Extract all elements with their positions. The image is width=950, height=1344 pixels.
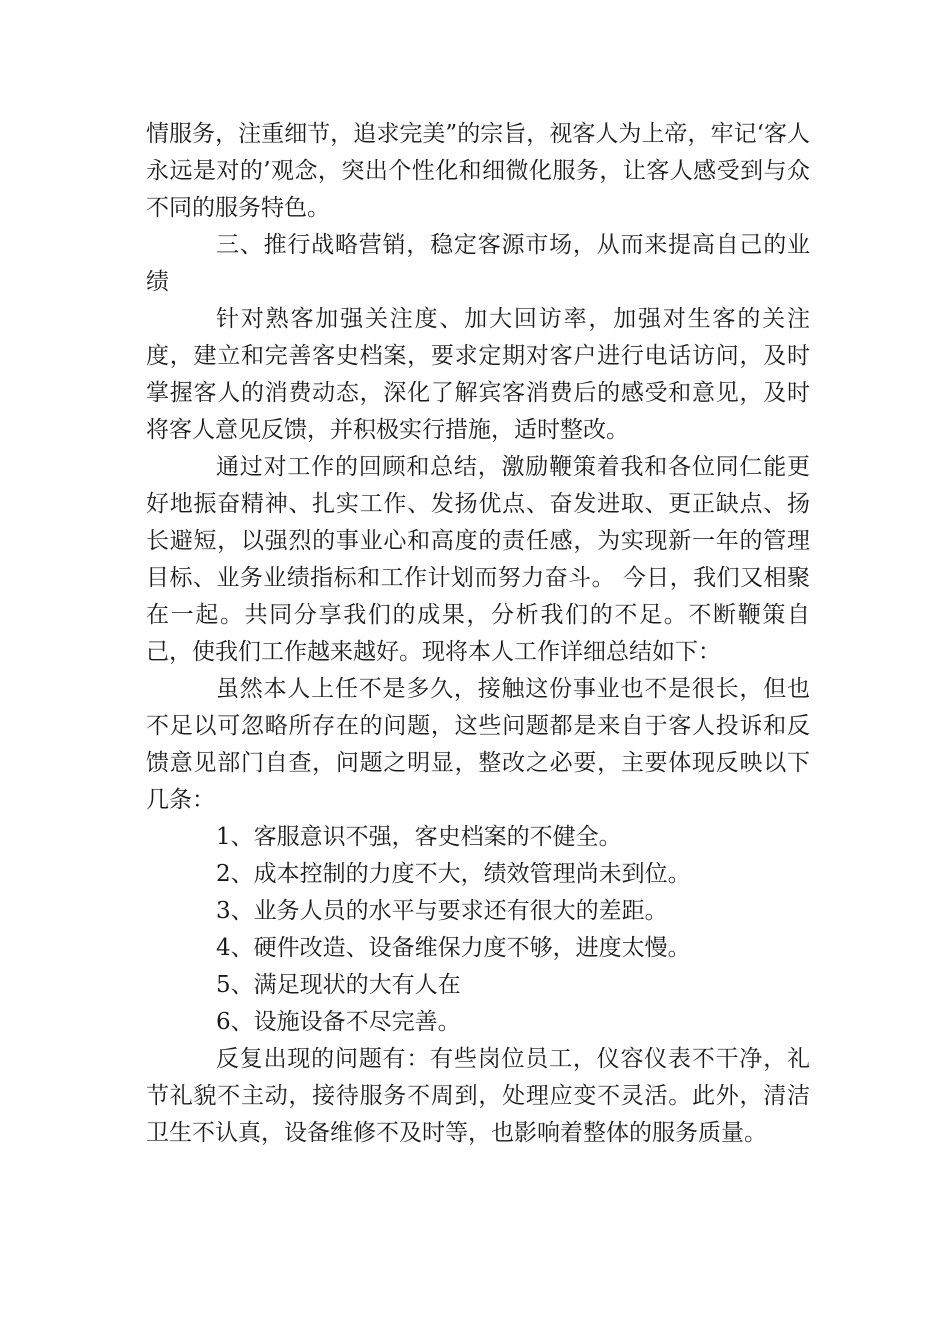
list-item-problem-5: 5、满足现状的大有人在 bbox=[216, 972, 461, 998]
list-item-problem-4: 4、硬件改造、设备维保力度不够，进度太慢。 bbox=[216, 935, 691, 961]
list-item-problem-6: 6、设施设备不尽完善。 bbox=[216, 1009, 461, 1035]
paragraph-review-summary: 通过对工作的回顾和总结，激励鞭策着我和各位同仁能更好地振奋精神、扎实工作、发扬优点、奋发进取、更正缺点、扬长避短，以强烈的事业心和高度的责任感，为实现新一年的管理目标、业务业绩指标和工作计划而努力奋斗。 今日，我们又相聚在一起。共同分享我们的成果，分析我们的不足。不断鞭策自己，使我们工作越来越好。现将本人工作详细总结如下： bbox=[146, 454, 810, 665]
section-heading-marketing: 三、推行战略营销，稳定客源市场，从而来提高自己的业绩 bbox=[146, 232, 810, 295]
list-item-problem-1: 1、客服意识不强，客史档案的不健全。 bbox=[216, 824, 622, 850]
paragraph-service-purpose: 情服务，注重细节，追求完美”的宗旨，视客人为上帝，牢记‘客人永远是对的’观念，突出个性化和细微化服务，让客人感受到与众不同的服务特色。 bbox=[146, 121, 810, 221]
paragraph-customer-followup: 针对熟客加强关注度、加大回访率，加强对生客的关注度，建立和完善客史档案，要求定期对客户进行电话访问，及时掌握客人的消费动态，深化了解宾客消费后的感受和意见，及时将客人意见反馈，并积极实行措施，适时整改。 bbox=[146, 306, 810, 443]
paragraph-problems-intro: 虽然本人上任不是多久，接触这份事业也不是很长，但也不足以可忽略所存在的问题，这些问题都是来自于客人投诉和反馈意见部门自查，问题之明显，整改之必要，主要体现反映以下几条： bbox=[146, 676, 810, 813]
list-item-problem-2: 2、成本控制的力度不大，绩效管理尚未到位。 bbox=[216, 861, 691, 887]
paragraph-recurring-problems: 反复出现的问题有：有些岗位员工，仪容仪表不干净，礼节礼貌不主动，接待服务不周到，处理应变不灵活。此外，清洁卫生不认真，设备维修不及时等，也影响着整体的服务质量。 bbox=[146, 1046, 810, 1146]
document-body bbox=[146, 116, 810, 1152]
list-item-problem-3: 3、业务人员的水平与要求还有很大的差距。 bbox=[216, 898, 668, 924]
